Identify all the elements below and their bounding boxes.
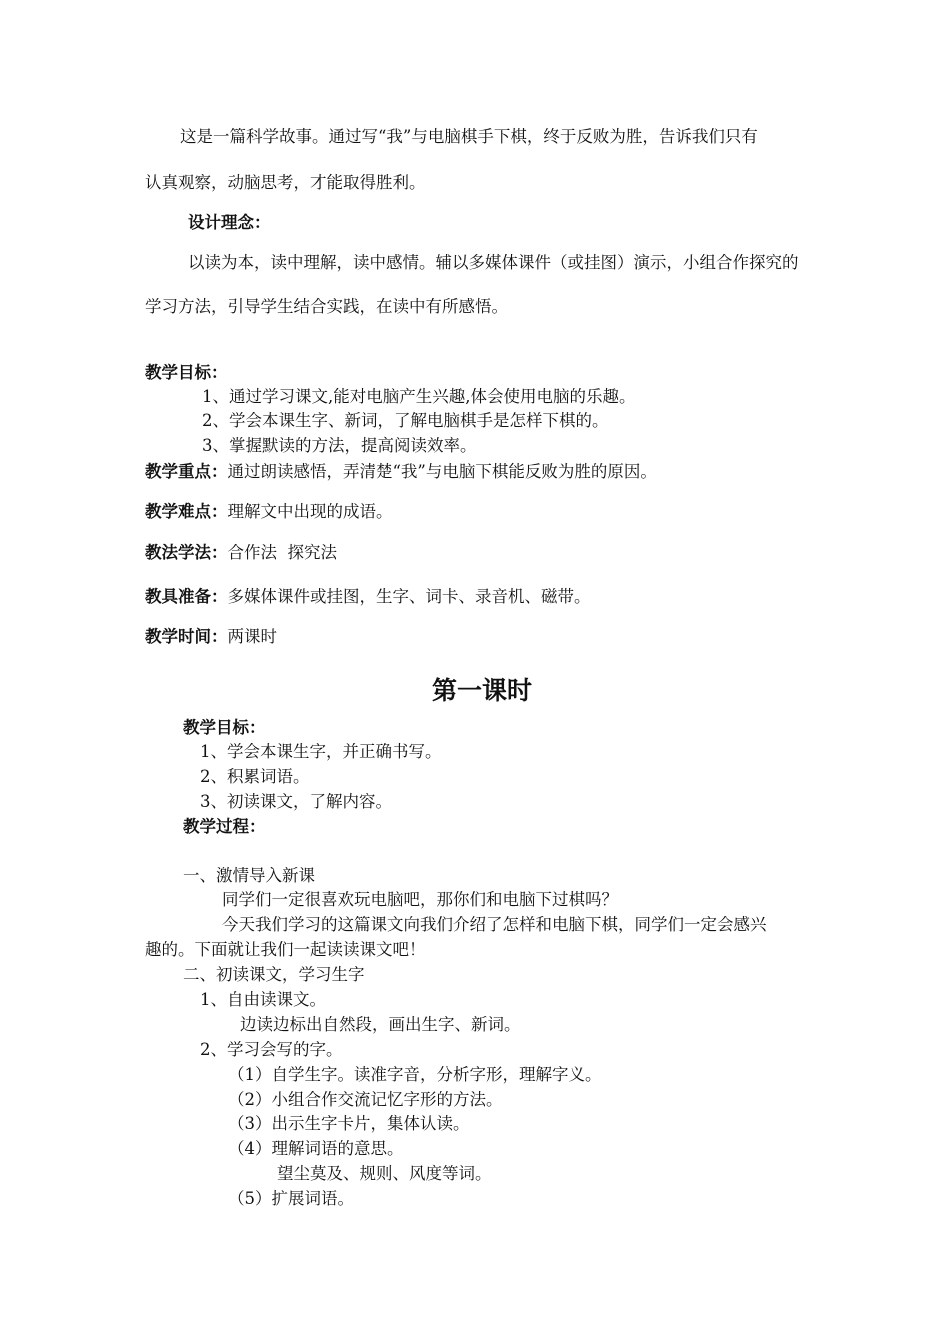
methods xyxy=(145,543,337,563)
section-1-title: 一、激情导入新课 xyxy=(183,866,315,885)
sub-item: （1）自学生字。读准字音，分析字形，理解字义。 xyxy=(228,1065,602,1084)
key-label: 教学重点： xyxy=(145,462,228,481)
intro-line-2: 认真观察，动脑思考，才能取得胜利。 xyxy=(145,173,426,192)
tools xyxy=(145,587,591,607)
lesson-title: 第一课时 xyxy=(432,676,533,705)
design-label: 设计理念： xyxy=(188,213,271,232)
sub-item: （3）出示生字卡片，集体认读。 xyxy=(228,1114,470,1133)
lesson-goal-item: 3、初读课文，了解内容。 xyxy=(200,792,392,811)
section-2-step-1-detail: 边读边标出自然段，画出生字、新词。 xyxy=(240,1015,521,1034)
lesson-goal-item: 2、积累词语。 xyxy=(200,767,310,786)
sub-item: （4）理解词语的意思。 xyxy=(228,1139,404,1158)
goal-item: 1、通过学习课文,能对电脑产生兴趣,体会使用电脑的乐趣。 xyxy=(202,387,636,406)
section-1-para-1: 同学们一定很喜欢玩电脑吧，那你们和电脑下过棋吗？ xyxy=(222,890,618,909)
key-text: 通过朗读感悟，弄清楚“我”与电脑下棋能反败为胜的原因。 xyxy=(227,462,657,481)
section-2-title: 二、初读课文，学习生字 xyxy=(183,965,365,984)
time-text: 两课时 xyxy=(227,627,277,646)
sub-item-words: 望尘莫及、规则、风度等词。 xyxy=(277,1164,492,1183)
methods-label: 教法学法： xyxy=(145,543,228,562)
design-line-2: 学习方法，引导学生结合实践，在读中有所感悟。 xyxy=(145,297,508,316)
time-label: 教学时间： xyxy=(145,627,228,646)
key-point xyxy=(145,462,657,482)
goals-label: 教学目标： xyxy=(145,363,228,382)
section-2-step-1: 1、自由读课文。 xyxy=(200,990,326,1009)
goal-item: 3、掌握默读的方法，提高阅读效率。 xyxy=(202,436,477,455)
tools-label: 教具准备： xyxy=(145,587,228,606)
difficulty-label: 教学难点： xyxy=(145,502,228,521)
intro-line-1: 这是一篇科学故事。通过写“我”与电脑棋手下棋，终于反败为胜，告诉我们只有 xyxy=(180,127,758,146)
sub-item: （5）扩展词语。 xyxy=(228,1189,354,1208)
section-1-para-2a: 今天我们学习的这篇课文向我们介绍了怎样和电脑下棋，同学们一定会感兴 xyxy=(222,915,767,934)
sub-item: （2）小组合作交流记忆字形的方法。 xyxy=(228,1090,503,1109)
difficulty-text: 理解文中出现的成语。 xyxy=(227,502,393,521)
lesson-goal-item: 1、学会本课生字，并正确书写。 xyxy=(200,742,442,761)
time xyxy=(145,627,277,647)
difficulty xyxy=(145,502,393,522)
design-line-1: 以读为本，读中理解，读中感情。辅以多媒体课件（或挂图）演示，小组合作探究的 xyxy=(188,253,799,272)
process-label: 教学过程： xyxy=(183,817,266,836)
section-2-step-2: 2、学习会写的字。 xyxy=(200,1040,343,1059)
tools-text: 多媒体课件或挂图，生字、词卡、录音机、磁带。 xyxy=(227,587,591,606)
lesson-goals-label: 教学目标： xyxy=(183,718,266,737)
methods-text: 合作法 探究法 xyxy=(227,543,337,562)
goal-item: 2、学会本课生字、新词，了解电脑棋手是怎样下棋的。 xyxy=(202,411,609,430)
section-1-para-2b: 趣的。下面就让我们一起读读课文吧！ xyxy=(145,940,426,959)
